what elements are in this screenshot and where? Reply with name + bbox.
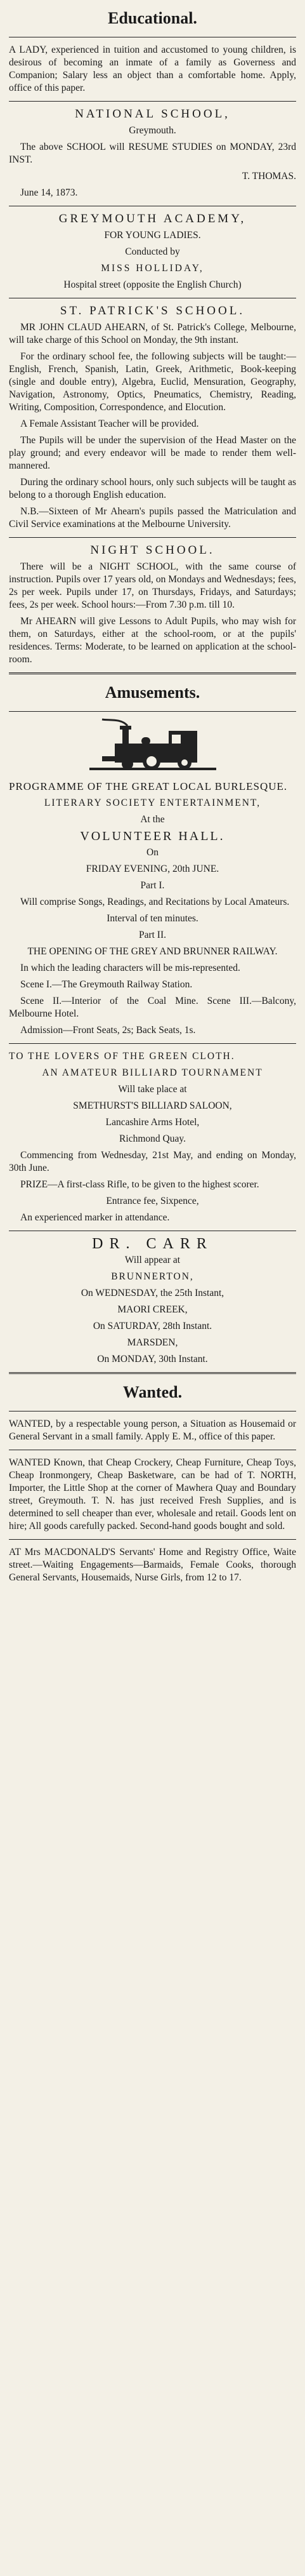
- billiard-line: Entrance fee, Sixpence,: [106, 1196, 199, 1206]
- ad-billiard: [9, 1050, 296, 1224]
- section-heading-amusements: Amusements.: [105, 683, 200, 702]
- programme-line: On: [146, 847, 159, 858]
- billiard-line: SMETHURST'S BILLIARD SALOON,: [73, 1100, 232, 1111]
- national-date: June 14, 1873.: [20, 187, 78, 198]
- night-para: There will be a NIGHT SCHOOL, with the same course of instruction. Pupils over 17 years old, on Mondays and Wednesdays; fees, 2s per week. Pupils under 17, on Thursdays, Fridays, and Saturdays; fees, 2s per week. School hours:—From 7.30 p.m. till 10.: [9, 561, 296, 610]
- ad-st-patricks: [9, 305, 296, 531]
- patrick-para: MR JOHN CLAUD AHEARN, of St. Patrick's College, Melbourne, will take charge of this School on Monday, the 9th instant.: [9, 322, 296, 345]
- divider: [9, 1539, 296, 1540]
- national-signed: T. THOMAS.: [242, 171, 296, 182]
- patrick-para: N.B.—Sixteen of Mr Ahearn's pupils passed the Matriculation and Civil Service examinations at the Melbourne University.: [9, 506, 296, 530]
- programme-title: PROGRAMME OF THE GREAT LOCAL BURLESQUE.: [9, 780, 288, 792]
- billiard-line: Will take place at: [118, 1084, 187, 1095]
- ad-lady-text: A LADY, experienced in tuition and accustomed to young children, is desirous of becoming an inmate of a family as Governess and Companion; Salary less an object than a comfortable home. Apply, office of this paper.: [9, 44, 296, 93]
- ad-dr-carr: [9, 1238, 296, 1366]
- section-heading-educational: Educational.: [108, 9, 197, 27]
- patrick-para: The Pupils will be under the supervision of the Head Master on the play ground; and every endeavor will be made to render them well-mannered.: [9, 435, 296, 471]
- academy-sub: FOR YOUNG LADIES.: [104, 230, 201, 241]
- divider: [9, 537, 296, 538]
- carr-line: BRUNNERTON,: [111, 1271, 194, 1282]
- divider: [9, 1043, 296, 1044]
- billiard-title: TO THE LOVERS OF THE GREEN CLOTH.: [9, 1051, 235, 1062]
- carr-line: On SATURDAY, 28th Instant.: [93, 1321, 212, 1331]
- divider: [9, 101, 296, 102]
- divider: [9, 711, 296, 712]
- night-title: NIGHT SCHOOL.: [90, 544, 215, 557]
- section-heading-wanted: Wanted.: [122, 1383, 183, 1401]
- programme-line: Scene I.—The Greymouth Railway Station.: [20, 979, 193, 990]
- academy-title: GREYMOUTH ACADEMY,: [58, 212, 247, 225]
- divider: [9, 672, 296, 674]
- programme-line: VOLUNTEER HALL.: [80, 829, 225, 843]
- patrick-para: During the ordinary school hours, only such subjects will be taught as belong to a thorough English education.: [9, 477, 296, 500]
- carr-line: MAORI CREEK,: [117, 1304, 188, 1315]
- academy-name: MISS HOLLIDAY,: [101, 263, 204, 274]
- patrick-para: A Female Assistant Teacher will be provided.: [20, 418, 199, 429]
- programme-line: LITERARY SOCIETY ENTERTAINMENT,: [44, 797, 261, 808]
- newspaper-column: [9, 0, 296, 1588]
- ad-macdonald: [9, 1546, 296, 1584]
- wanted-ad-text: AT Mrs MACDONALD'S Servants' Home and Registry Office, Waite street.—Waiting Engagements—Barmaids, Female Cooks, thorough General Servants, Housemaids, Nurse Girls, from 12 to 17.: [9, 1547, 296, 1583]
- billiard-line: Richmond Quay.: [119, 1133, 186, 1144]
- wanted-ad-text: WANTED, by a respectable young person, a Situation as Housemaid or General Servant in a small family. Apply E. M., office of this paper.: [9, 1418, 296, 1442]
- carr-line: MARSDEN,: [127, 1337, 178, 1348]
- programme-line: At the: [140, 814, 165, 825]
- ad-wanted-north: [9, 1457, 296, 1533]
- ad-lady: [9, 44, 296, 95]
- programme-line: THE OPENING OF THE GREY AND BRUNNER RAILWAY.: [27, 946, 278, 957]
- patrick-title: ST. PATRICK'S SCHOOL.: [60, 304, 245, 317]
- ad-night-school: [9, 544, 296, 666]
- night-para: Mr AHEARN will give Lessons to Adult Pupils, who may wish for them, on Saturdays, either at the school-room, or at the pupils' residences. Terms: Moderate, to be learned on application at the school-room.: [9, 616, 296, 665]
- programme-line: Part II.: [138, 930, 167, 940]
- ad-national-school: [9, 108, 296, 199]
- programme-line: Scene II.—Interior of the Coal Mine. Scene III.—Balcony, Melbourne Hotel.: [9, 996, 296, 1019]
- national-place: Greymouth.: [129, 125, 176, 136]
- national-body: The above SCHOOL will RESUME STUDIES on MONDAY, 23rd INST.: [9, 142, 296, 165]
- billiard-line: Commencing from Wednesday, 21st May, and ending on Monday, 30th June.: [9, 1150, 296, 1173]
- carr-line: Will appear at: [124, 1255, 181, 1265]
- patrick-para: For the ordinary school fee, the following subjects will be taught:—English, French, Spanish, Latin, Greek, Arithmetic, Book-keeping (single and double entry), Algebra, Euclid, Mensuration, Geography, Navigation, Astronomy, Optics, Pneumatics, Chemistry, Reading, Writing, Composition, Correspondence, and Elocution.: [9, 351, 296, 413]
- carr-line: On WEDNESDAY, the 25th Instant,: [81, 1288, 224, 1298]
- national-title: NATIONAL SCHOOL,: [75, 107, 230, 121]
- ad-programme: [9, 780, 296, 1037]
- programme-line: In which the leading characters will be mis-represented.: [20, 963, 240, 973]
- billiard-line: AN AMATEUR BILLIARD TOURNAMENT: [42, 1067, 263, 1078]
- programme-line: Interval of ten minutes.: [107, 913, 198, 924]
- ad-wanted-housemaid: [9, 1418, 296, 1443]
- academy-address: Hospital street (opposite the English Church): [63, 279, 242, 290]
- programme-line: FRIDAY EVENING, 20th JUNE.: [86, 864, 219, 874]
- programme-line: Part I.: [140, 880, 165, 891]
- programme-line: Admission—Front Seats, 2s; Back Seats, 1s.: [20, 1025, 196, 1036]
- wanted-ad-text: WANTED Known, that Cheap Crockery, Cheap Furniture, Cheap Toys, Cheap Ironmongery, Cheap Basketware, can be had of T. NORTH, Importer, the Little Shop at the corner of Mawhera Quay and Boundary street, Greymouth. T. N. has just received Fresh Supplies, and is determined to sell cheaper than ever, wholesale and retail. Goods lent on hire; All goods carefully packed. Second-hand goods bought and sold.: [9, 1457, 296, 1532]
- billiard-line: PRIZE—A first-class Rifle, to be given to the highest scorer.: [20, 1179, 259, 1190]
- carr-line: On MONDAY, 30th Instant.: [97, 1354, 208, 1365]
- carr-title: DR. CARR: [92, 1236, 213, 1252]
- programme-line: Will comprise Songs, Readings, and Recitations by Local Amateurs.: [20, 897, 290, 907]
- academy-conducted: Conducted by: [125, 246, 180, 257]
- divider: [9, 1372, 296, 1374]
- billiard-line: An experienced marker in attendance.: [20, 1212, 170, 1223]
- ad-academy: [9, 213, 296, 291]
- billiard-line: Lancashire Arms Hotel,: [105, 1117, 200, 1128]
- locomotive-icon: [89, 718, 216, 775]
